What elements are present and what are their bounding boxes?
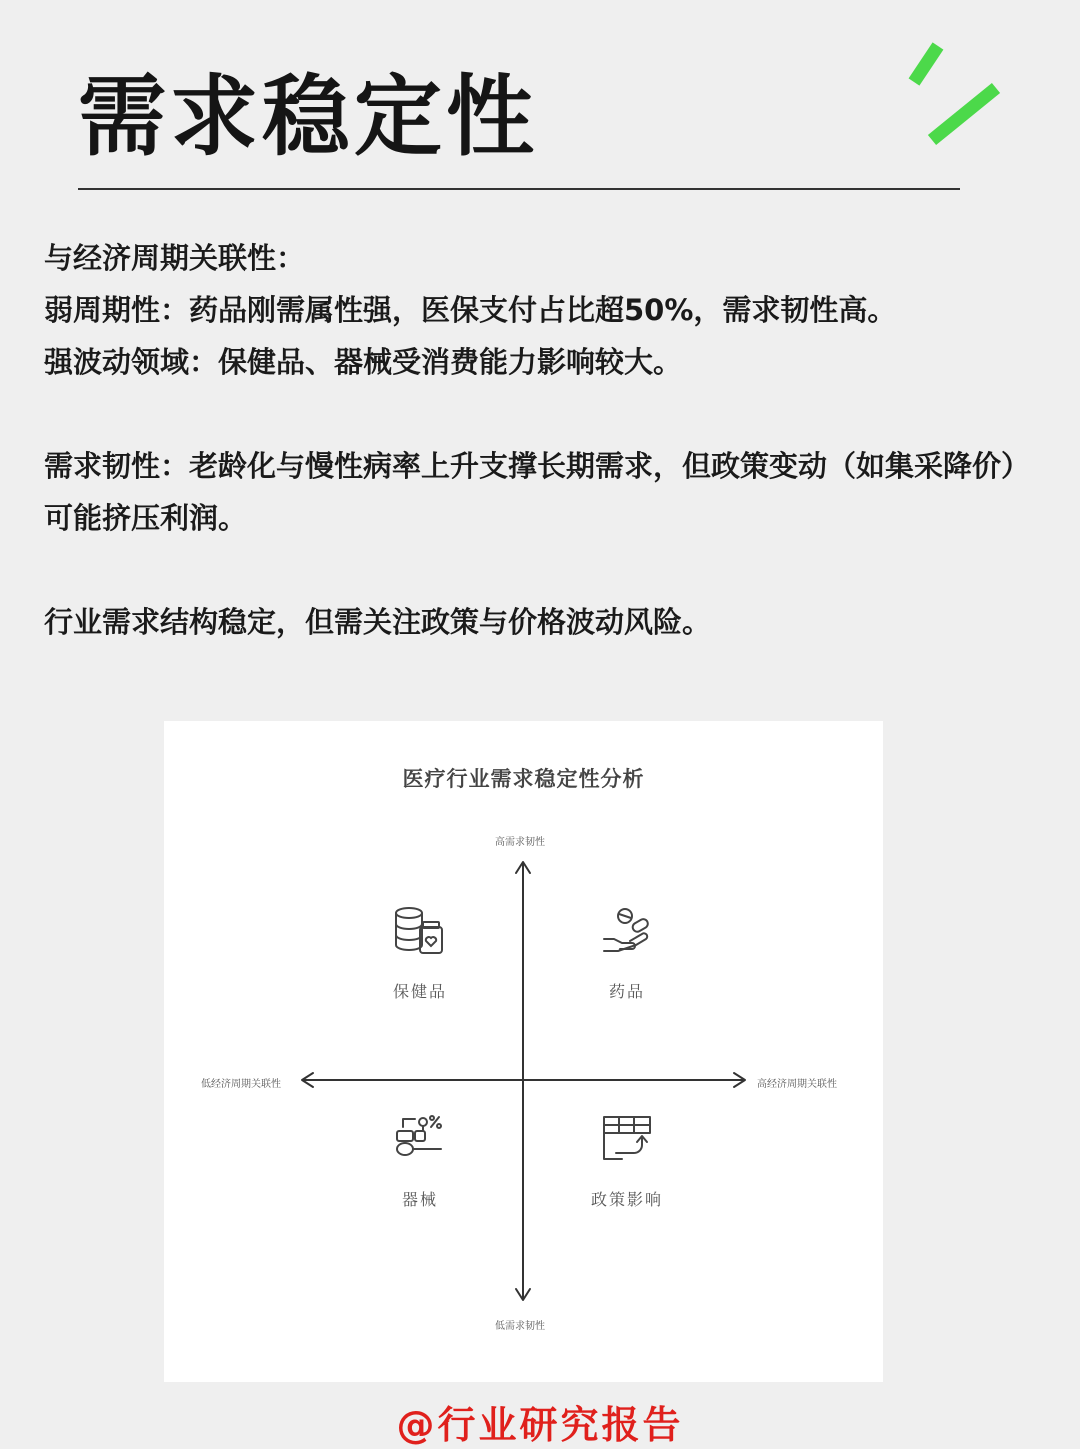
quadrant-label-policy: 政策影响 <box>590 1190 663 1209</box>
quadrant-label-drugs: 药品 <box>608 982 645 1001</box>
diagram-title: 医疗行业需求稳定性分析 <box>402 766 645 791</box>
body-line-heading: 与经济周期关联性： <box>44 241 306 275</box>
body-line-strong-volatility: 强波动领域：保健品、器械受消费能力影响较大。 <box>44 345 683 379</box>
axis-label-bottom: 低需求韧性 <box>495 1321 545 1332</box>
medical-device-icon <box>393 1113 447 1165</box>
supplement-bottle-icon <box>393 905 447 957</box>
quadrant-label-supplements: 保健品 <box>392 982 447 1001</box>
page-title: 需求稳定性 <box>78 65 539 168</box>
title-divider <box>78 188 960 190</box>
body-text <box>44 232 1034 648</box>
quadrant-diagram <box>164 721 883 1382</box>
pill-hand-icon <box>600 905 654 957</box>
footer-watermark: @行业研究报告 <box>396 1403 684 1447</box>
accent-slash-icon <box>900 40 1010 150</box>
diagram-axes <box>164 721 883 1382</box>
body-line-weak-cycle: 弱周期性：药品刚需属性强，医保支付占比超50%，需求韧性高。 <box>44 293 897 327</box>
body-line-demand-resilience: 需求韧性：老龄化与慢性病率上升支撑长期需求，但政策变动（如集采降价）可能挤压利润。 <box>44 449 1031 535</box>
body-line-conclusion: 行业需求结构稳定，但需关注政策与价格波动风险。 <box>44 605 712 639</box>
policy-table-icon <box>600 1113 654 1165</box>
quadrant-label-devices: 器械 <box>401 1190 438 1209</box>
axis-label-left: 低经济周期关联性 <box>201 1079 281 1090</box>
axis-label-top: 高需求韧性 <box>495 837 545 848</box>
axis-label-right: 高经济周期关联性 <box>757 1079 837 1090</box>
